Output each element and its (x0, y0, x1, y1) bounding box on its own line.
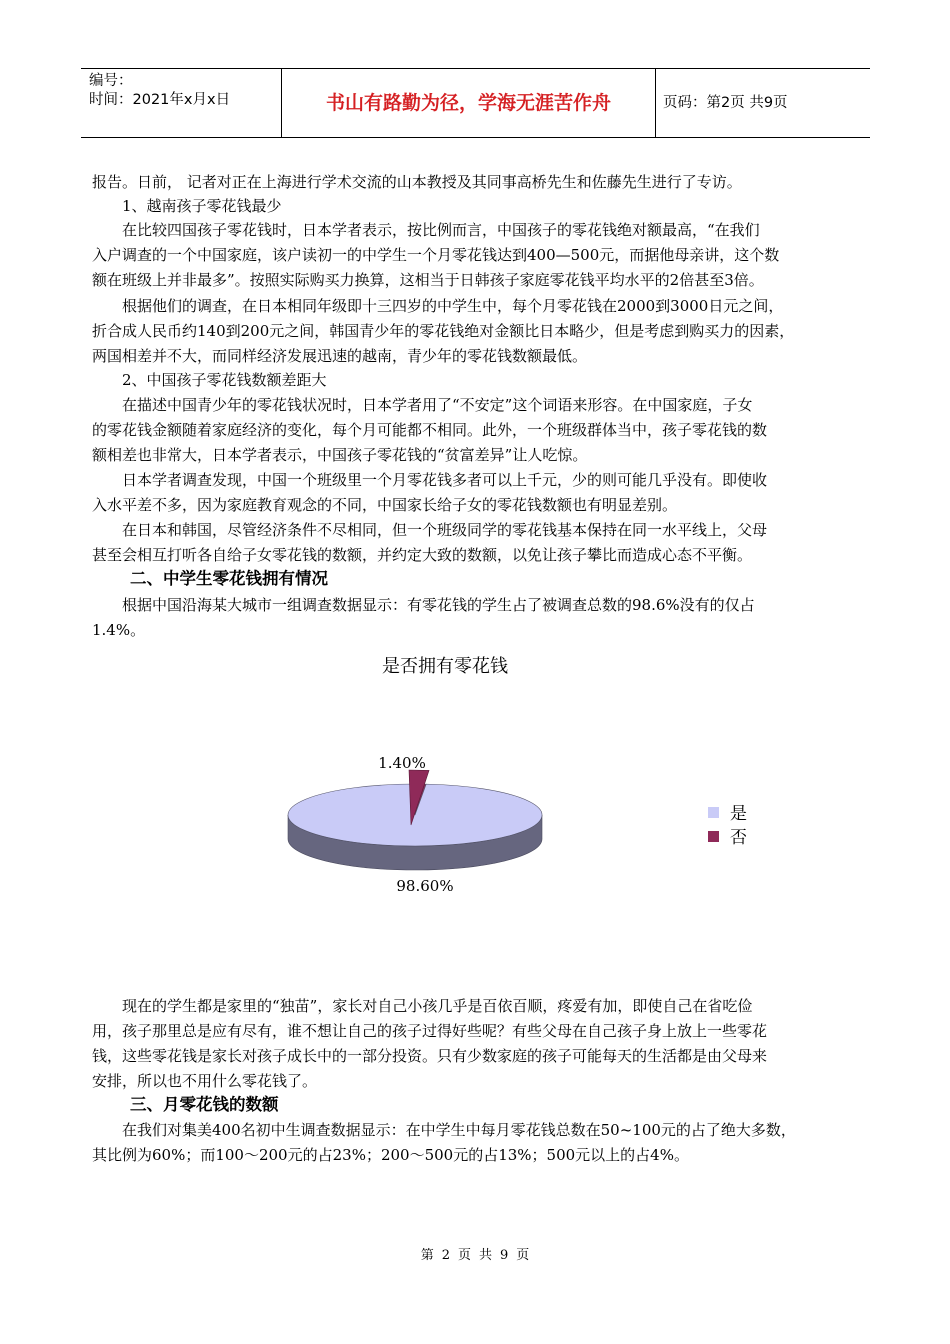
header-right-cell (655, 69, 870, 137)
section-heading-3: 三、月零花钱的数额 (130, 1095, 279, 1114)
pie-chart (0, 640, 950, 930)
pie-slices (288, 770, 542, 870)
page-header (81, 68, 870, 138)
number-label: 编号： (89, 73, 133, 89)
legend-swatch-no (708, 831, 719, 842)
time-label: 时间：2021年x月x日 (89, 92, 231, 108)
paragraph-line: 在我们对集美400名初中生调查数据显示：在中学生中每月零花钱总数在50~100元的占了绝大多数， (122, 1121, 796, 1139)
paragraph-line: 入水平差不多，因为家庭教育观念的不同，中国家长给子女的零花钱数额也有明显差别。 (92, 496, 678, 514)
paragraph-line: 1.4%。 (92, 621, 146, 639)
subheading-1: 1、越南孩子零花钱最少 (122, 197, 282, 215)
paragraph-line: 两国相差并不大，而同样经济发展迅速的越南，青少年的零花钱数额最低。 (92, 347, 588, 365)
chart-title: 是否拥有零花钱 (382, 656, 508, 677)
paragraph-line: 在日本和韩国，尽管经济条件不尽相同，但一个班级同学的零花钱基本保持在同一水平线上，父母 (122, 521, 768, 539)
data-label-yes: 98.60% (396, 877, 454, 895)
motto: 书山有路勤为径，学海无涯苦作舟 (325, 92, 611, 114)
paragraph-line: 在比较四国孩子零花钱时，日本学者表示，按比例而言，中国孩子的零花钱绝对额最高，“在我们 (122, 221, 760, 239)
footer-part: 第 (420, 1248, 434, 1263)
page-info: 页码：第2页 共9页 (663, 95, 788, 111)
footer-part: 页 (457, 1248, 471, 1263)
section-heading-2: 二、中学生零花钱拥有情况 (130, 569, 328, 588)
footer-total-pages: 9 (500, 1248, 509, 1263)
footer-part: 共 (479, 1248, 493, 1263)
paragraph-line: 用，孩子那里总是应有尽有，谁不想让自己的孩子过得好些呢？有些父母在自己孩子身上放上一些零花 (92, 1022, 768, 1040)
paragraph-line: 额相差也非常大，日本学者表示，中国孩子零花钱的“贫富差异”让人吃惊。 (92, 446, 588, 464)
paragraph-line: 入户调查的一个中国家庭，该户读初一的中学生一个月零花钱达到400—500元，而据他母亲讲，这个数 (92, 246, 780, 264)
paragraph-line: 的零花钱金额随着家庭经济的变化，每个月可能都不相同。此外，一个班级群体当中，孩子零花钱的数 (92, 421, 768, 439)
legend (708, 804, 747, 848)
paragraph-line: 安排，所以也不用什么零花钱了。 (92, 1072, 318, 1090)
page-footer (0, 1247, 950, 1265)
footer-part: 页 (516, 1248, 530, 1263)
legend-label-yes: 是 (730, 804, 747, 824)
paragraph-line: 现在的学生都是家里的“独苗”，家长对自己小孩几乎是百依百顺，疼爱有加，即使自己在省吃俭 (122, 997, 753, 1015)
header-center-cell (281, 69, 656, 137)
paragraph-line: 钱，这些零花钱是家长对孩子成长中的一部分投资。只有少数家庭的孩子可能每天的生活都是由父母来 (92, 1047, 768, 1065)
paragraph-line: 报告。日前， 记者对正在上海进行学术交流的山本教授及其同事高桥先生和佐藤先生进行了专访。 (92, 173, 742, 191)
paragraph-line: 其比例为60%；而100～200元的占23%；200～500元的占13%；500元以上的占4%。 (92, 1146, 689, 1164)
legend-swatch-yes (708, 807, 719, 818)
subheading-2: 2、中国孩子零花钱数额差距大 (122, 371, 327, 389)
paragraph-line: 折合成人民币约140到200元之间，韩国青少年的零花钱绝对金额比日本略少，但是考虑到购买力的因素， (92, 322, 795, 340)
paragraph-line: 在描述中国青少年的零花钱状况时，日本学者用了“不安定”这个词语来形容。在中国家庭，子女 (122, 396, 753, 414)
legend-label-no: 否 (730, 828, 747, 848)
data-label-no: 1.40% (378, 754, 426, 772)
header-left-cell (81, 69, 281, 137)
footer-current-page: 2 (441, 1248, 450, 1263)
paragraph-line: 甚至会相互打听各自给子女零花钱的数额，并约定大致的数额，以免让孩子攀比而造成心态不平衡。 (92, 546, 753, 564)
paragraph-line: 额在班级上并非最多”。按照实际购买力换算，这相当于日韩孩子家庭零花钱平均水平的2倍甚至3倍。 (92, 271, 764, 289)
paragraph-line: 日本学者调查发现，中国一个班级里一个月零花钱多者可以上千元，少的则可能几乎没有。即使收 (122, 471, 768, 489)
paragraph-line: 根据他们的调查，在日本相同年级即十三四岁的中学生中，每个月零花钱在2000到3000日元之间， (122, 297, 784, 315)
paragraph-line: 根据中国沿海某大城市一组调查数据显示：有零花钱的学生占了被调查总数的98.6%没有的仅占 (122, 596, 755, 614)
